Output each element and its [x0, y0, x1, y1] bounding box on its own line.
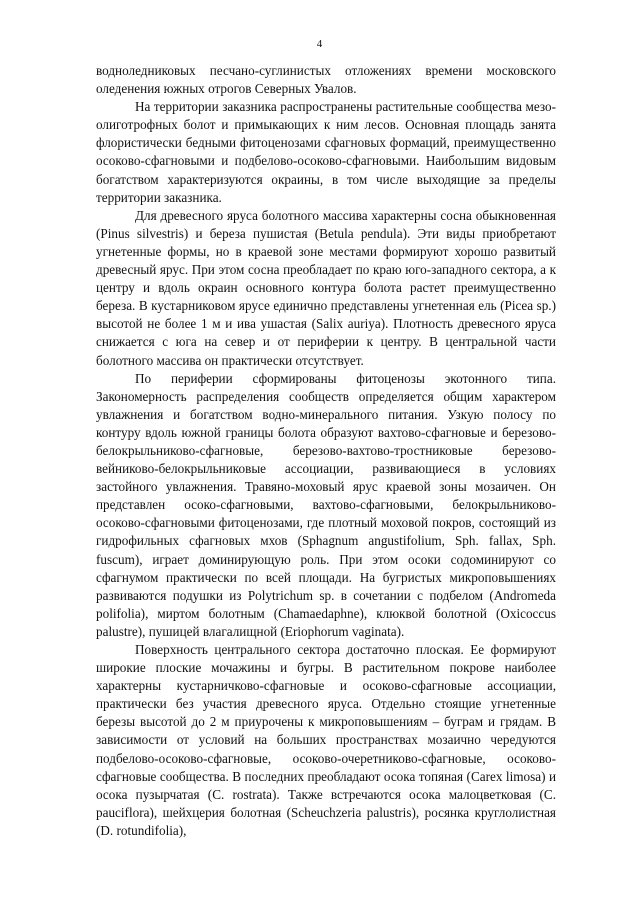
paragraph: По периферии сформированы фитоценозы экотонного типа. Закономерность распределения сообществ определяется общим характером увлажнения и богатством водно-минерального питания. Узкую полосу по контуру вдоль южной границы болота образуют вахтово-сфагновые и березово-белокрыльниково-сфагновые, березово-вахтово-тростниковые березово-вейниково-белокрыльниковые ассоциации, развивающиеся в условиях застойного увлажнения. Травяно-моховый ярус краевой зоны мозаичен. Он представлен осоко-сфагновыми, вахтово-сфагновыми, белокрыльниково-осоково-сфагновыми фитоценозами, где плотный моховой покров, состоящий из гидрофильных сфагновых мхов (Sphagnum angustifolium, Sph. fallax, Sph. fuscum), играет доминирующую роль. При этом осоки содоминируют со сфагнумом практически по всей площади. На бугристых микроповышениях развиваются подушки из Polytrichum sp. в сочетании с подбелом (Andromeda polifolia), миртом болотным (Chamaedaphne), клюквой болотной (Oxicoccus palustre), пушицей влагалищной (Eriophorum vaginata). [96, 370, 556, 639]
paragraph: На территории заказника распространены растительные сообщества мезо-олиготрофных болот и примыкающих к ним лесов. Основная площадь занята флористически бедными фитоценозами сфагновых формаций, преимущественно осоково-сфагновыми и подбелово-осоково-сфагновыми. Наибольшим видовым богатством характеризуются окраины, в том числе выходящие за пределы территории заказника. [96, 99, 556, 205]
paragraph: Для древесного яруса болотного массива характерны сосна обыкновенная (Pinus silvestris) и береза пушистая (Betula pendula). Эти виды приобретают угнетенные формы, но в краевой зоне местами формируют хорошо развитый древесный ярус. При этом сосна преобладает по краю юго-западного сектора, а к центру и вдоль окраин основного контура болота растет преимущественно береза. В кустарниковом ярусе единично представлены угнетенная ель (Picea sp.) высотой не более 1 м и ива ушастая (Salix auriya). Плотность древесного яруса снижается с юга на север и от периферии к центру. В центральной части болотного массива он практически отсутствует. [96, 207, 556, 368]
paragraph: Поверхность центрального сектора достаточно плоская. Ее формируют широкие плоские мочажины и бугры. В растительном покрове наиболее характерны кустарничково-сфагновые и осоково-сфагновые ассоциации, практически без участия древесного яруса. Отдельно стоящие угнетенные березы высотой до 2 м приурочены к микроповышениям – буграм и грядам. В зависимости от условий на больших пространствах мозаично чередуются подбелово-осоково-сфагновые, осоково-очеретниково-сфагновые, осоково-сфагновые сообщества. В последних преобладают осока топяная (Carex limosa) и осока пузырчатая (C. rostrata). Также встречаются осока малоцветковая (C. pauciflora), шейхцерия болотная (Scheuchzeria palustris), росянка круглолистная (D. rotundifolia), [96, 642, 556, 838]
paragraph-continued: водноледниковых песчано-суглинистых отложениях времени московского оледенения южных отрогов Северных Увалов. [96, 63, 556, 97]
page-number: 4 [316, 38, 323, 50]
document-body [96, 62, 556, 840]
